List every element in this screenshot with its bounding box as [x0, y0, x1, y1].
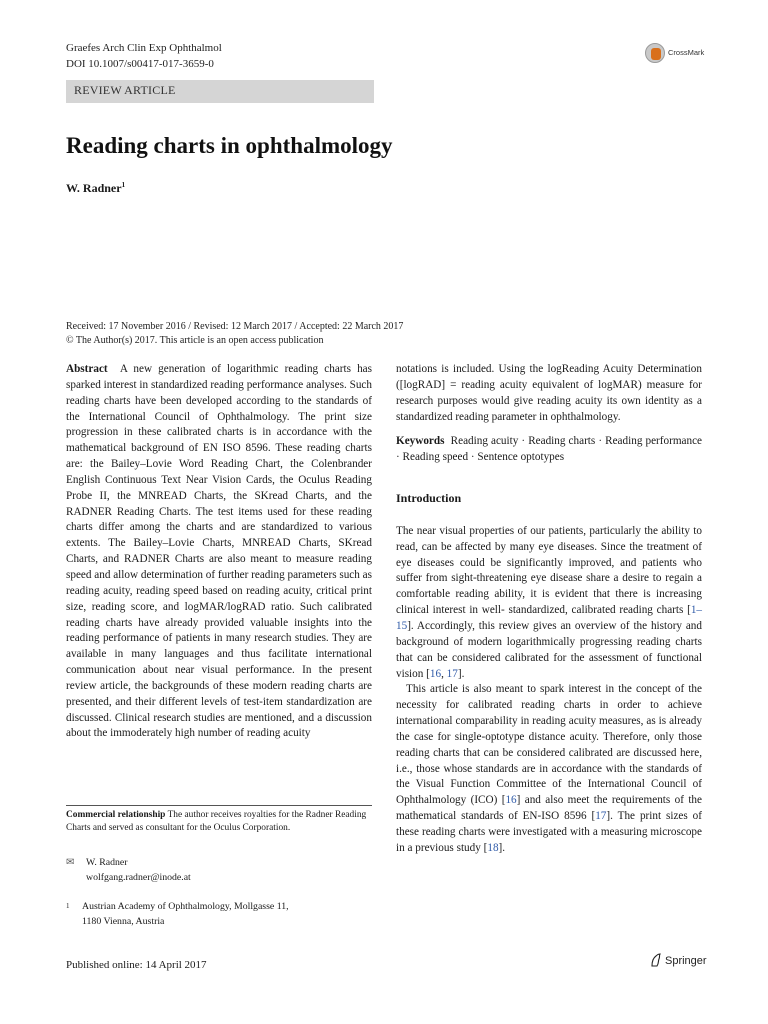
abstract-paragraph — [66, 362, 372, 742]
copyright-line: © The Author(s) 2017. This article is an open access publication — [66, 335, 324, 346]
intro-p2-text-a: This article is also meant to spark interest in the concept of the necessity for calibrated reading charts in order to achieve international comparability in reading acuity measures, as is already the case for single-optotype distance acuity. Therefore, only those reading charts that can be considered calibrated are discussed here, i.e., those whose standards are in accordance with the standards of the Visual Function Committee of the International Council of Ophthalmology (ICO) [ — [396, 683, 702, 807]
footnote-divider — [66, 805, 372, 806]
journal-name: Graefes Arch Clin Exp Ophthalmol — [66, 42, 222, 54]
envelope-icon: ✉ — [66, 857, 75, 868]
citation-link[interactable]: 18 — [487, 841, 499, 854]
abstract-text-right: notations is included. Using the logReading Acuity Determination ([logRAD] = reading acuity equivalent of logMAR) measure for research purposes would give reading acuity its own identity as a standardized reading parameter in ophthalmology. — [396, 363, 702, 423]
keywords-text: Reading acuity · Reading charts · Reading performance · Reading speed · Sentence optotypes — [396, 435, 703, 464]
intro-p1-text-d: ]. — [457, 667, 465, 680]
commercial-text: The author receives royalties for the Radner Reading Charts and served as consultant for the Oculus Corporation. — [66, 810, 367, 833]
doi[interactable]: DOI 10.1007/s00417-017-3659-0 — [66, 58, 214, 70]
keywords — [396, 434, 702, 466]
contact-name: W. Radner — [86, 857, 128, 868]
history-dates: Received: 17 November 2016 / Revised: 12 March 2017 / Accepted: 22 March 2017 — [66, 321, 404, 332]
crossmark-icon — [645, 43, 665, 63]
author — [66, 181, 125, 196]
springer-horse-icon — [650, 953, 662, 967]
intro-paragraph-1 — [396, 524, 702, 682]
citation-link[interactable]: 1–15 — [396, 604, 702, 632]
affil-line2: 1180 Vienna, Austria — [82, 916, 165, 927]
commercial-label: Commercial relationship — [66, 810, 166, 820]
intro-p2-text-c: ]. The print sizes of these reading charts were investigated with a measuring microscope in a previous study [ — [396, 810, 702, 854]
contact-email[interactable]: wolfgang.radner@inode.at — [86, 872, 191, 883]
right-column — [396, 362, 702, 857]
abstract-text-left: A new generation of logarithmic reading charts has sparked interest in standardized reading performance analyses. Such reading charts have been developed according to the standards of the International Council of Ophthalmology. The print size progression in these calibrated charts is in accordance with the mathematical background of EN ISO 8596. These reading charts are: the Bailey–Lovie Word Reading Chart, the Colenbrander English Continuous Text Near Vision Cards, the Oculus Reading Probe II, the MNREAD Charts, the SKread Charts, and the RADNER Reading Charts. The test items used for these reading charts differ among the charts and are standardized to various extents. The Bailey–Lovie Charts, MNREAD Charts, SKread Charts, and RADNER Charts are also meant to measure reading speed and allow determination of further reading parameters such as reading acuity, reading speed based on reading acuity, critical print size, reading score, and logMAR/logRAD ratio. Such calibrated reading charts have already provided valuable insights into the reading performance of patients in many research studies. They are available in many languages and thus facilitate international communication about near visual performance. In the present review article, the backgrounds of these modern reading charts are presented, and their different levels of test-item standardization are discussed. Clinical research studies are mentioned, and a discussion about the immoderately high number of reading acuity — [66, 363, 372, 740]
corresponding-author — [66, 855, 191, 885]
affiliation — [66, 899, 289, 929]
crossmark-badge[interactable] — [645, 43, 717, 65]
keywords-label: Keywords — [396, 435, 445, 448]
article-type-banner — [66, 80, 374, 103]
publisher-name: Springer — [665, 955, 707, 967]
citation-link[interactable]: 17 — [446, 667, 458, 680]
intro-paragraph-2 — [396, 682, 702, 856]
affil-mark: 1 — [66, 902, 70, 910]
left-column — [66, 362, 372, 742]
article-dates — [66, 320, 403, 348]
intro-p1-text-c: , — [441, 667, 447, 680]
intro-p1-text-b: ]. Accordingly, this review gives an overview of the history and background of modern logarithmically progressing reading charts that can be considered calibrated for the assessment of functional vision [ — [396, 619, 702, 680]
commercial-relationship — [66, 809, 372, 835]
journal-header — [66, 40, 222, 72]
intro-p1-text-a: The near visual properties of our patients, particularly the ability to read, can be affected by many eye diseases. Since the treatment of eye diseases could be significantly improved, and patients who suffer from sight-threatening eye disease share a desire to regain a comfortable reading ability, it is evident that there is increasing clinical interest in well- standardized, calibrated reading charts [ — [396, 524, 702, 617]
citation-link[interactable]: 16 — [429, 667, 442, 680]
crossmark-label: CrossMark — [668, 48, 705, 57]
abstract-label: Abstract — [66, 363, 108, 375]
citation-link[interactable]: 17 — [595, 810, 607, 823]
author-affil-mark: 1 — [121, 181, 126, 189]
article-type-label: REVIEW ARTICLE — [74, 83, 176, 97]
intro-p2-text-b: ] and also meet the requirements of the mathematical standards of EN-ISO 8596 [ — [396, 794, 702, 823]
published-online: Published online: 14 April 2017 — [66, 959, 207, 971]
publisher-logo — [650, 953, 707, 967]
article-title: Reading charts in ophthalmology — [66, 133, 393, 158]
section-heading-introduction: Introduction — [396, 491, 462, 506]
intro-p2-text-d: ]. — [498, 841, 506, 854]
author-name: W. Radner — [66, 181, 122, 195]
affil-line1: Austrian Academy of Ophthalmology, Mollgasse 11, — [82, 901, 289, 912]
citation-link[interactable]: 16 — [505, 794, 517, 807]
